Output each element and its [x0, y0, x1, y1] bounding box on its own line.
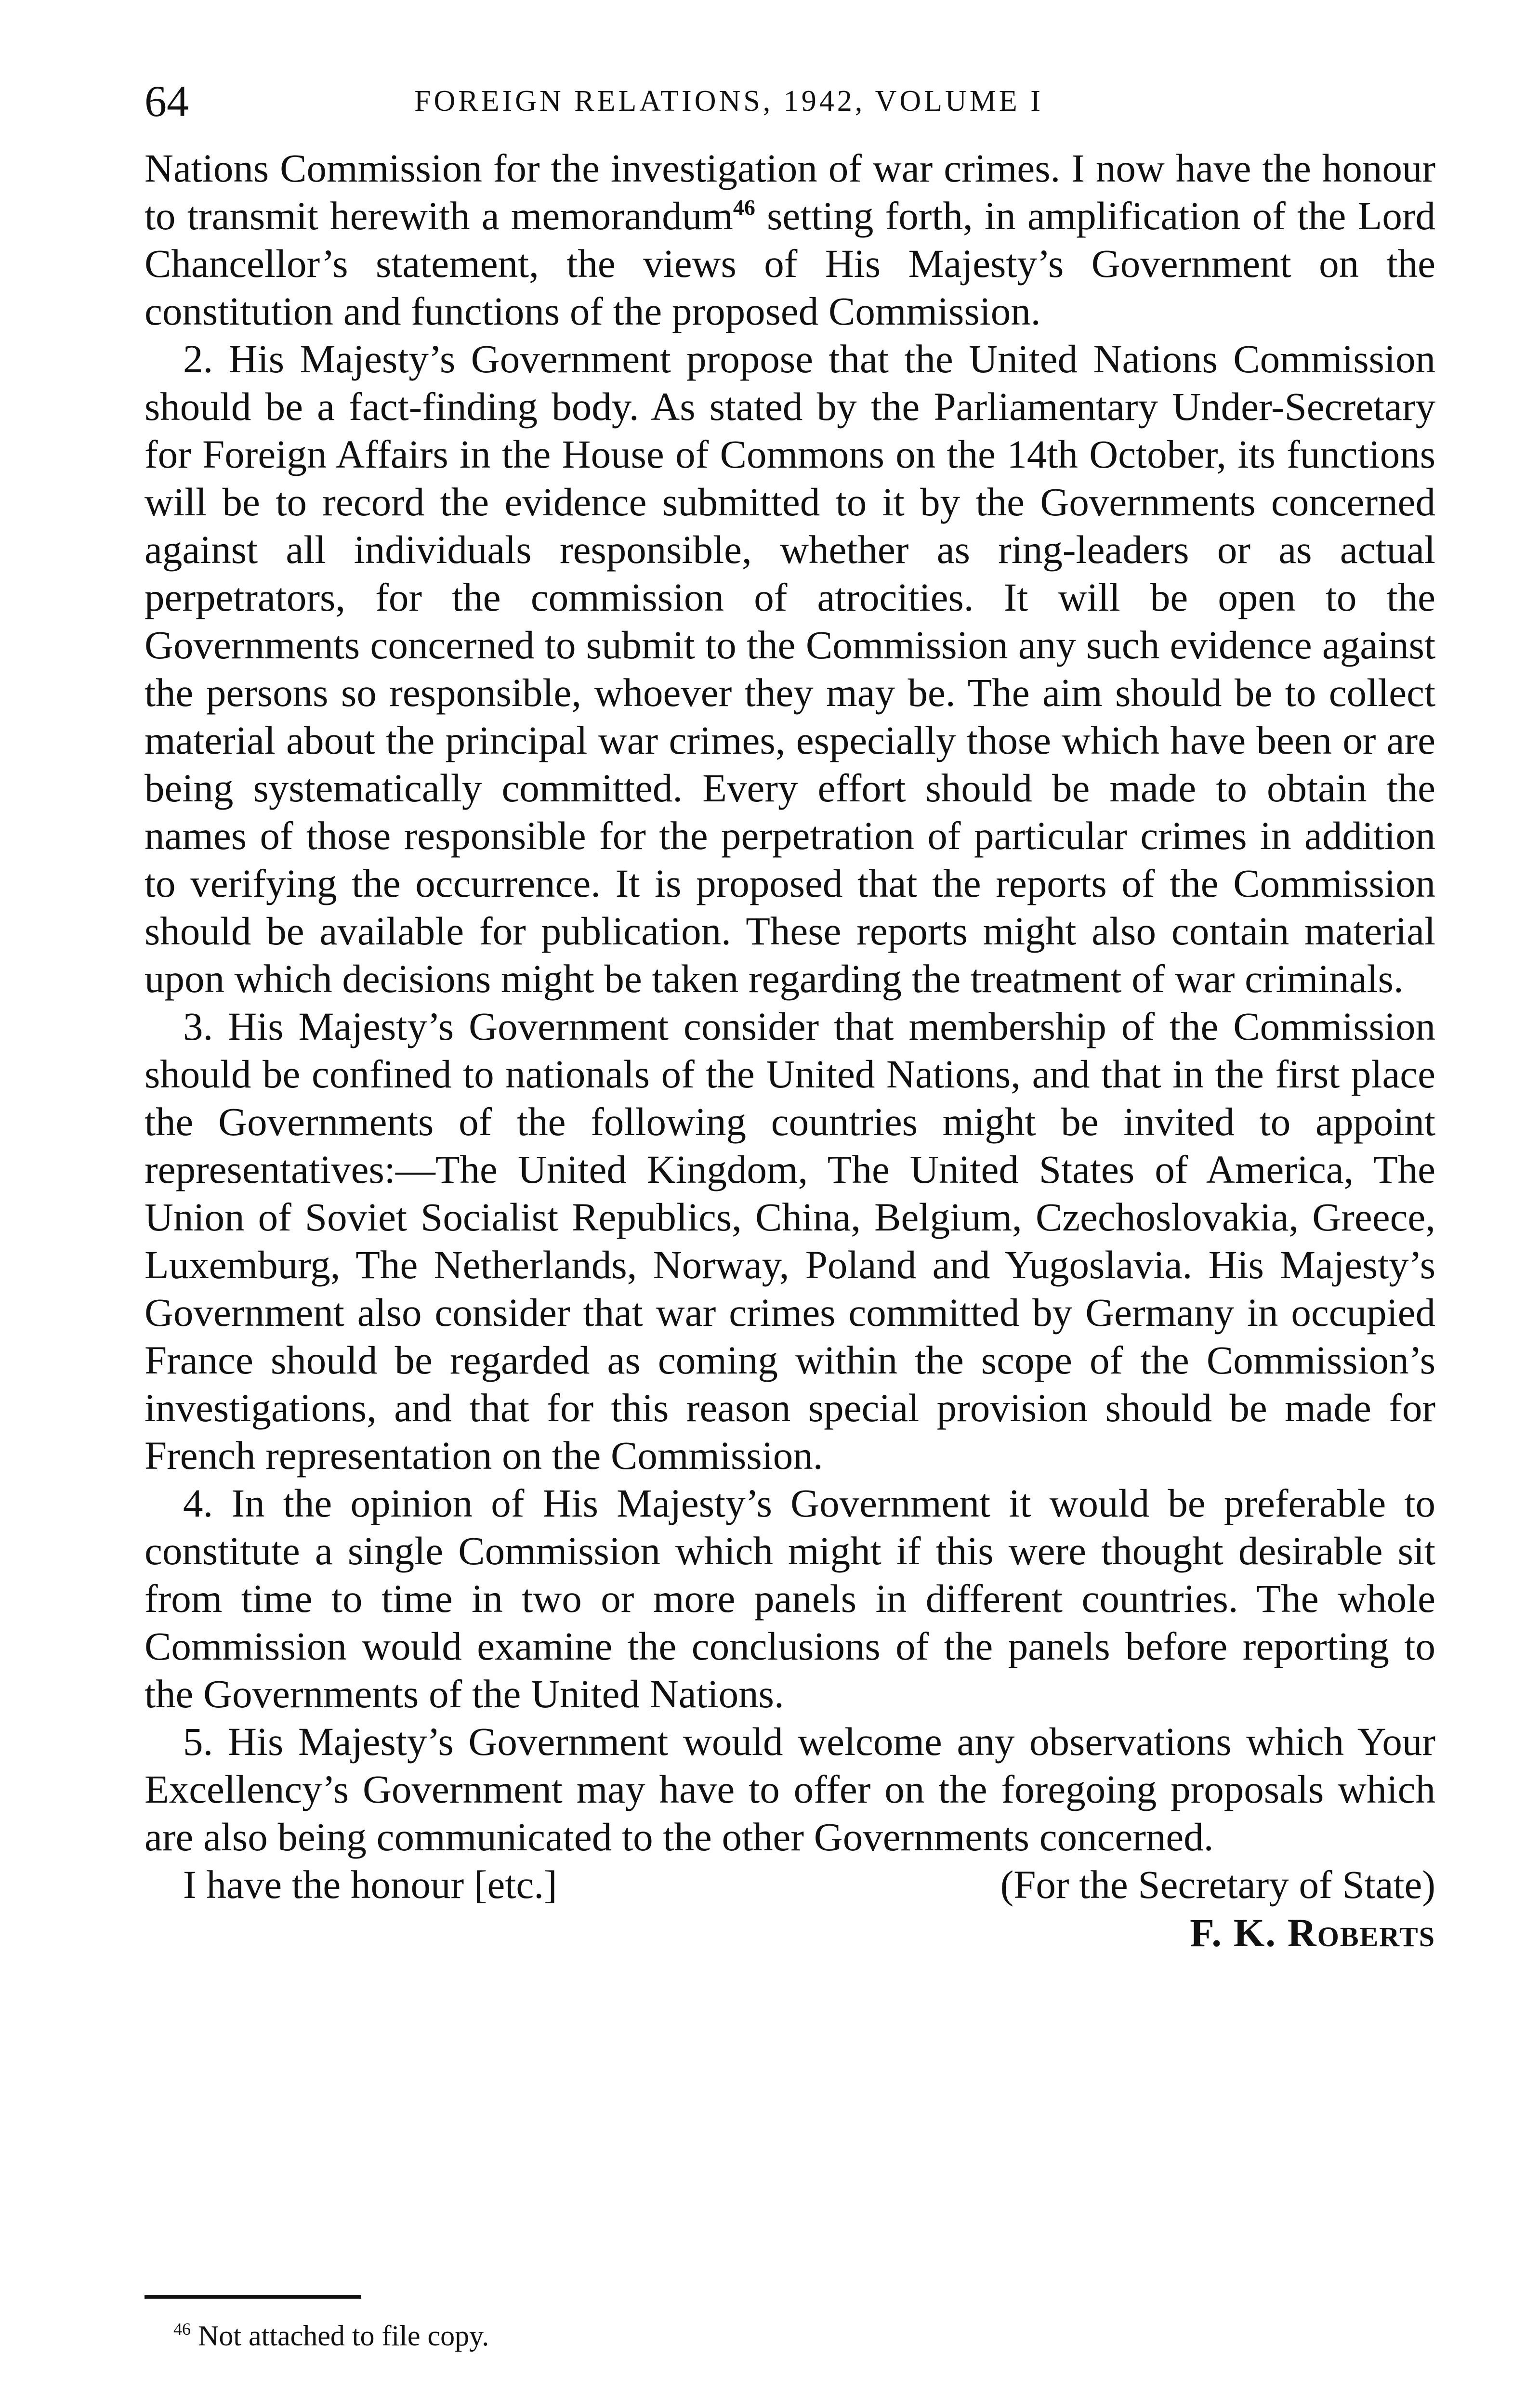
signature: F. K. Roberts [1190, 1911, 1435, 1955]
body-text [145, 144, 1435, 1957]
page-number: 64 [145, 77, 189, 126]
footnote-number: 46 [173, 2319, 191, 2339]
footnote-reference: 46 [733, 195, 755, 220]
closing-line [145, 1861, 1435, 1909]
footnote-text: Not attached to file copy. [191, 2320, 489, 2352]
paragraph-5: 5. His Majesty’s Government would welcome any observations which Your Excellency’s Government may have to offer on the foregoing proposals which are also being communicated to the other Governments concerned. [145, 1719, 1435, 1859]
footnote-divider [145, 2295, 361, 2299]
paragraph-1 [145, 144, 1435, 335]
running-head [145, 72, 1435, 130]
complimentary-close: I have the honour [etc.] [183, 1862, 557, 1907]
paragraph-2: 2. His Majesty’s Government propose that the United Nations Commission should be a fact-finding body. As stated by the Parliamentary Under-Secretary for Foreign Affairs in the House of Commons on the 14th October, its functions will be to record the evidence submitted to it by the Governments concerned against all individuals responsible, whether as ring-leaders or as actual perpetrators, for the commission of atrocities. It will be open to the Governments concerned to submit to the Commission any such evidence against the persons so responsible, whoever they may be. The aim should be to collect material about the principal war crimes, especially those which have been or are being systematically committed. Every effort should be made to obtain the names of those responsible for the perpetration of particular crimes in addition to verifying the occurrence. It is proposed that the reports of the Commission should be available for publication. These reports might also contain material upon which decisions might be taken regarding the treatment of war criminals. [145, 337, 1435, 1001]
paragraph-1-text-b: setting forth, in amplification of the Lord Chancellor’s statement, the views of His Majesty’s Government on the constitution and functions of the proposed Commission. [145, 194, 1435, 333]
running-title: FOREIGN RELATIONS, 1942, VOLUME I [414, 85, 1043, 118]
paragraph-4: 4. In the opinion of His Majesty’s Government it would be preferable to constitute a single Commission which might if this were thought desirable sit from time to time in two or more panels in different countries. The whole Commission would examine the conclusions of the panels before reporting to the Governments of the United Nations. [145, 1481, 1435, 1716]
paragraph-1-text-a: Nations Commission for the investigation of war crimes. I now have the honour to transmit herewith a memorandum [145, 146, 1435, 238]
paragraph-3: 3. His Majesty’s Government consider that membership of the Commission should be confined to nationals of the United Nations, and that in the first place the Governments of the following countries might be invited to appoint representatives:—The United Kingdom, The United States of America, The Union of Soviet Socialist Republics, China, Belgium, Czechoslovakia, Greece, Luxemburg, The Netherlands, Norway, Poland and Yugoslavia. His Majesty’s Government also consider that war crimes committed by Germany in occupied France should be regarded as coming within the scope of the Commission’s investigations, and that for this reason special provision should be made for French representation on the Commission. [145, 1004, 1435, 1478]
for-secretary-line: (For the Secretary of State) [1000, 1862, 1435, 1907]
footnote [173, 2316, 489, 2355]
